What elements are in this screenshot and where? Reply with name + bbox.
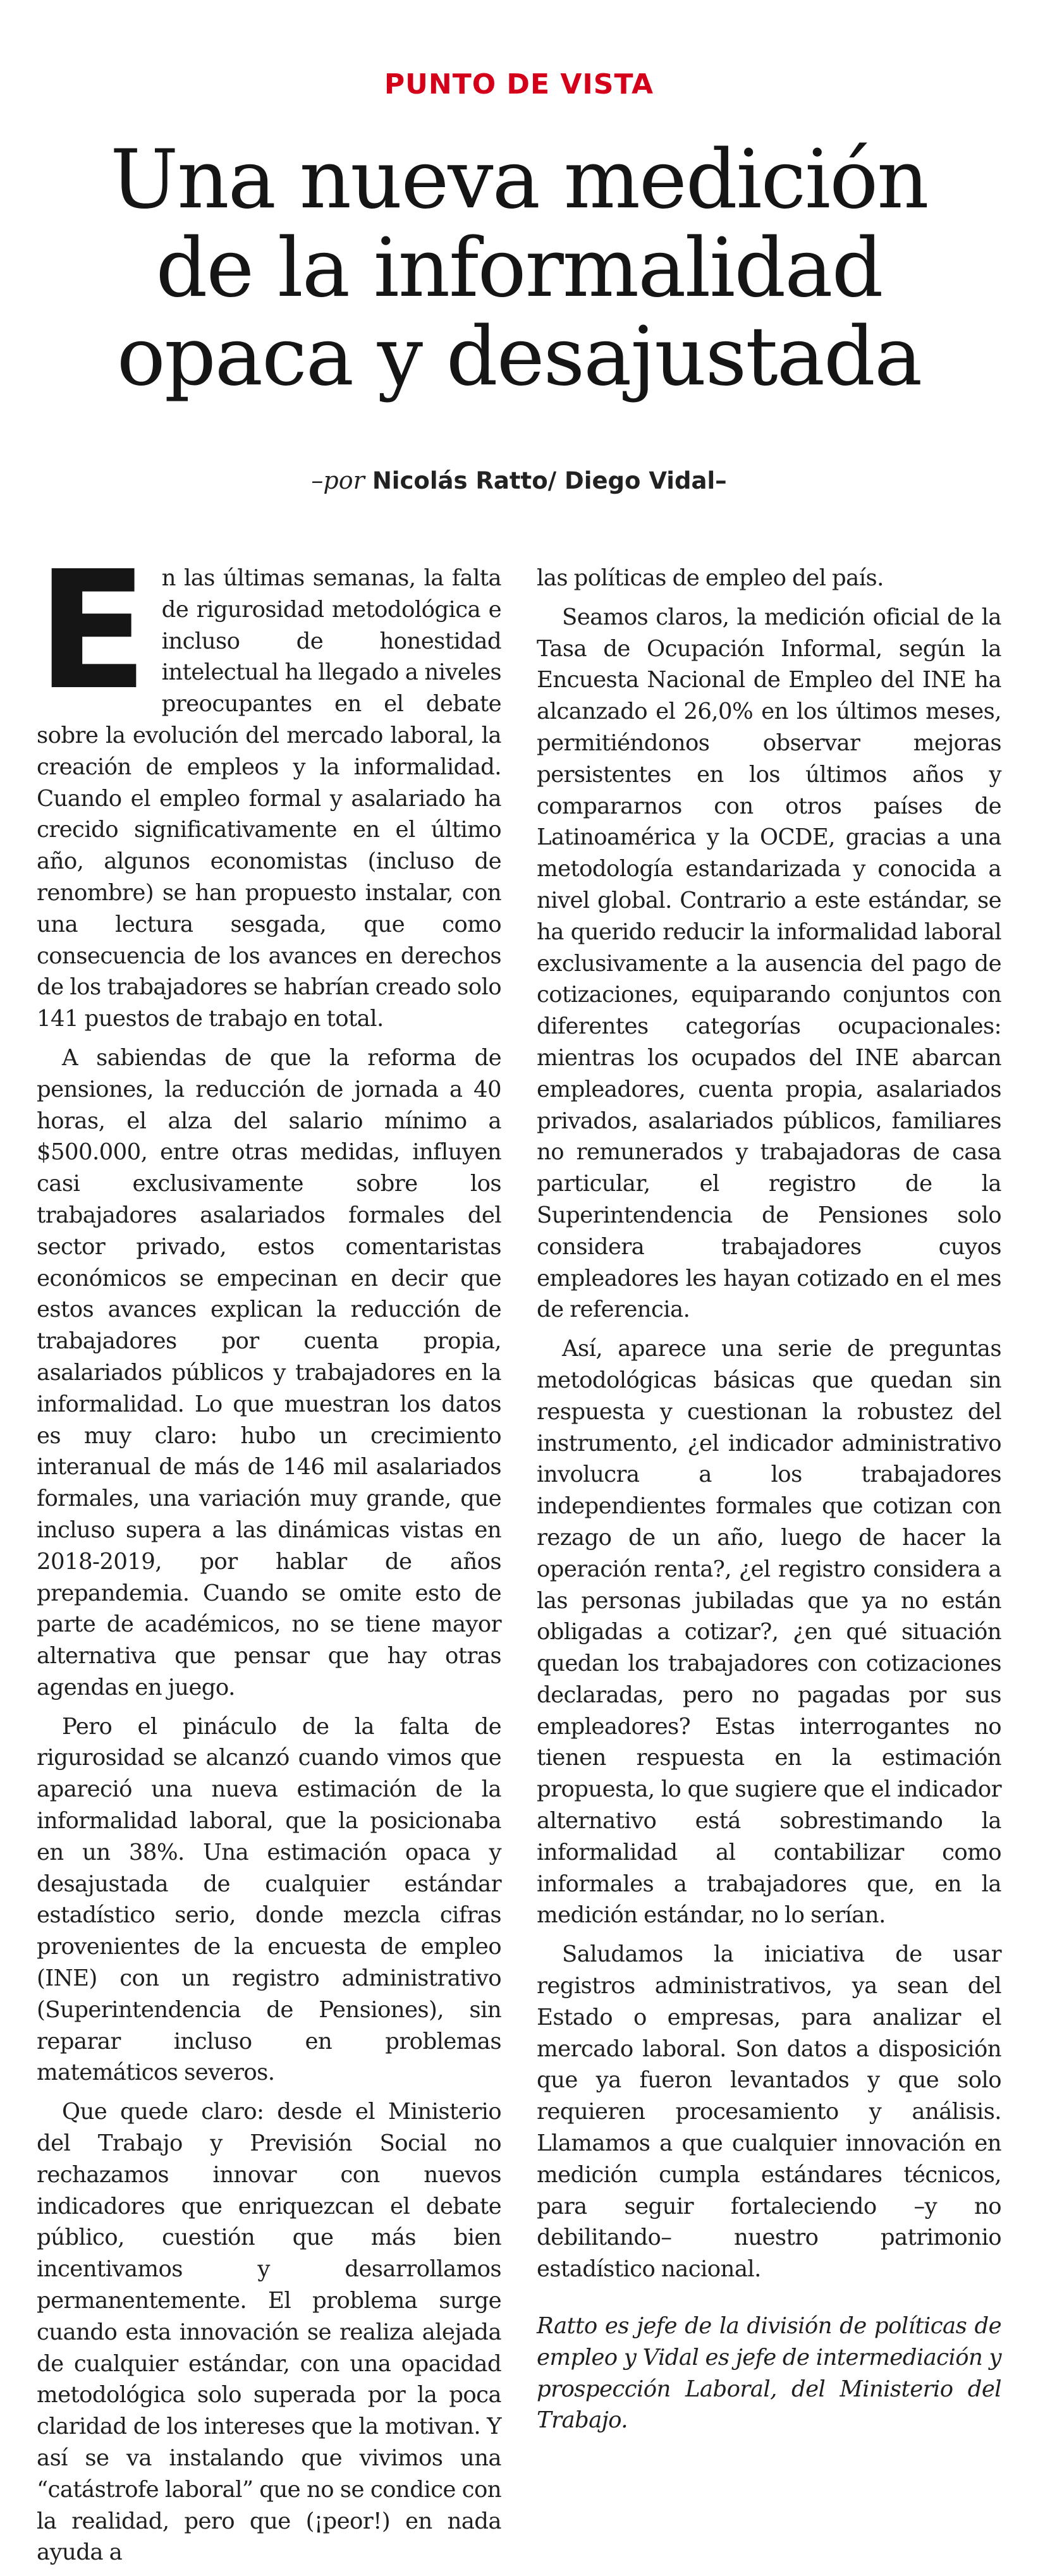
headline-line-3: opaca y desajustada [116, 310, 922, 404]
article-column-right [537, 563, 1001, 2576]
paragraph-1-text: n las últimas semanas, la falta de rigurosidad metodológica e incluso de honestidad intelectual ha llegado a niveles preocupantes en el debate sobre la evolución del mercado laboral, la creación de empleos y la informalidad. Cuando el empleo formal y asalariado ha crecido significativamente en el último año, algunos economistas (incluso de renombre) se han propuesto instalar, con una lectura sesgada, que como consecuencia de los avances en derechos de los trabajadores se habrían creado solo 141 puestos de trabajo en total. [37, 565, 501, 1032]
article-body [37, 536, 1001, 2576]
paragraph-4: Que quede claro: desde el Ministerio del Trabajo y Previsión Social no rechazamos innovar con nuevos indicadores que enriquezcan el debate público, cuestión que más bien incentivamos y desarrollamos permanentemente. El problema surge cuando esta innovación se realiza alejada de cualquier estándar, con una opacidad metodológica solo superada por la poca claridad de los intereses que la motivan. Y así se va instalando que vivimos una “catástrofe laboral” que no se condice con la realidad, pero que (¡peor!) en nada ayuda a [37, 2099, 501, 2566]
paragraph-3: Pero el pináculo de la falta de rigurosidad se alcanzó cuando vimos que apareció una nueva estimación de la informalidad laboral, que la posicionaba en un 38%. Una estimación opaca y desajustada de cualquier estándar estadístico serio, donde mezcla cifras provenientes de la encuesta de empleo (INE) con un registro administrativo (Superintendencia de Pensiones), sin reparar incluso en problemas matemáticos severos. [37, 1713, 501, 2086]
paragraph-6: Así, aparece una serie de preguntas metodológicas básicas que quedan sin respuesta y cuestionan la robustez del instrumento, ¿el indicador administrativo involucra a los trabajadores independientes formales que cotizan con rezago de un año, luego de hacer la operación renta?, ¿el registro considera a las personas jubiladas que ya no están obligadas a cotizar?, ¿en qué situación quedan los trabajadores con cotizaciones declaradas, pero no pagadas por sus empleadores? Estas interrogantes no tienen respuesta en la estimación propuesta, lo que sugiere que el indicador alternativo está sobrestimando la informalidad al contabilizar como informales a trabajadores que, en la medición estándar, no lo serían. [537, 1336, 1001, 1929]
paragraph-4-continued: las políticas de empleo del país. [537, 565, 884, 591]
section-label: PUNTO DE VISTA [384, 68, 654, 101]
article-column-left [37, 536, 501, 2576]
headline-line-2: de la informalidad [156, 221, 882, 315]
paragraph-2: A sabiendas de que la reforma de pensiones, la reducción de jornada a 40 horas, el alza del salario mínimo a $500.000, entre otras medidas, influyen casi exclusivamente sobre los trabajadores asalariados formales del sector privado, estos comentaristas económicos se empecinan en decir que estos avances explican la reducción de trabajadores por cuenta propia, asalariados públicos y trabajadores en la informalidad. Lo que muestran los datos es muy claro: hubo un crecimiento interanual de más de 146 mil asalariados formales, una variación muy grande, que incluso supera a las dinámicas vistas en 2018-2019, por hablar de años prepandemia. Cuando se omite esto de parte de académicos, no se tiene mayor alternativa que pensar que hay otras agendas en juego. [37, 1044, 501, 1700]
byline-authors: Nicolás Ratto/ Diego Vidal– [372, 467, 727, 494]
drop-cap: E [37, 536, 148, 726]
byline [0, 467, 1038, 494]
paragraph-5: Seamos claros, la medición oficial de la Tasa de Ocupación Informal, según la Encuesta Nacional de Empleo del INE ha alcanzado el 26,0% en los últimos meses, permitiéndonos observar mejoras persistentes en los últimos años y compararnos con otros países de Latinoamérica y la OCDE, gracias a una metodología estandarizada y conocida a nivel global. Contrario a este estándar, se ha querido reducir la informalidad laboral exclusivamente a la ausencia del pago de cotizaciones, equiparando conjuntos con diferentes categorías ocupacionales: mientras los ocupados del INE abarcan empleadores, cuenta propia, asalariados privados, asalariados públicos, familiares no remunerados y trabajadoras de casa particular, el registro de la Superintendencia de Pensiones solo considera trabajadores cuyos empleadores les hayan cotizado en el mes de referencia. [537, 604, 1001, 1323]
headline-line-1: Una nueva medición [110, 133, 928, 227]
author-note: Ratto es jefe de la división de políticas de empleo y Vidal es jefe de intermediación y prospección Laboral, del Ministerio del Trabajo. [537, 2313, 1001, 2434]
paragraph-7: Saludamos la iniciativa de usar registros administrativos, ya sean del Estado o empresas, para analizar el mercado laboral. Son datos a disposición que ya fueron levantados y que solo requieren procesamiento y análisis. Llamamos a que cualquier innovación en medición cumpla estándares técnicos, para seguir fortaleciendo –y no debilitando– nuestro patrimonio estadístico nacional. [537, 1941, 1001, 2283]
paragraph-1 [37, 536, 501, 1035]
headline [0, 133, 1038, 404]
byline-prefix: –por [311, 467, 365, 494]
